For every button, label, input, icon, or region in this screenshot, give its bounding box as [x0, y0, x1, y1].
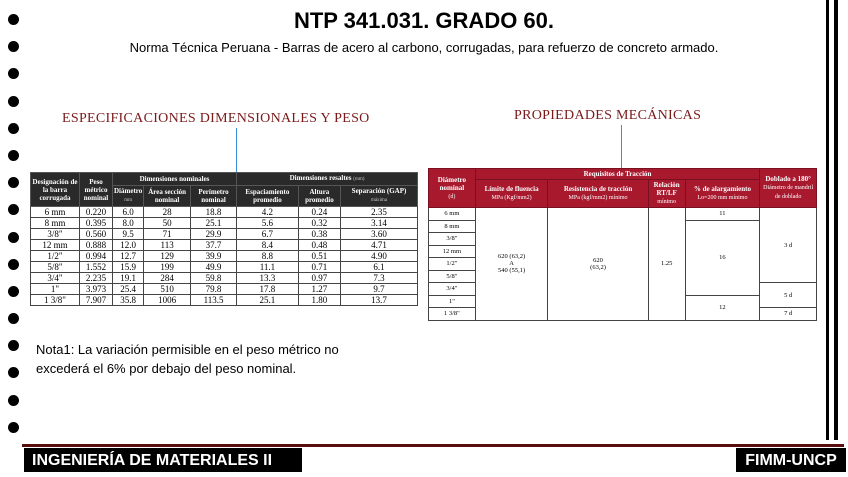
- alargamiento-value: 12: [685, 295, 760, 320]
- table-row: 3/8" 0.560 9.5 71 29.9 6.7 0.38 3.60: [31, 229, 418, 240]
- table-row: 1" 12: [429, 295, 817, 308]
- table-row: 12 mm 0.888 12.0 113 37.7 8.4 0.48 4.71: [31, 240, 418, 251]
- heading-connector: [621, 125, 622, 169]
- table-row: 5/8": [429, 270, 817, 283]
- col-resistencia: Resistencia de tracción MPa (kgf/mm2) mínimo: [548, 180, 648, 208]
- col-altura: Altura promedio: [298, 186, 340, 207]
- binder-hole: [8, 150, 19, 161]
- col-designacion: Designación de la barra corrugada: [31, 173, 80, 207]
- binder-hole: [8, 177, 19, 188]
- course-label: INGENIERÍA DE MATERIALES II: [24, 448, 302, 472]
- heading-connector: [236, 128, 237, 173]
- col-espaciamiento: Espaciamiento promedio: [237, 186, 299, 207]
- binder-hole: [8, 123, 19, 134]
- mechanical-heading: PROPIEDADES MECÁNICAS: [514, 108, 702, 123]
- table-row: 1" 3.973 25.4 510 79.8 17.8 1.27 9.7: [31, 284, 418, 295]
- binder-hole: [8, 232, 19, 243]
- table-row: 6 mm 0.220 6.0 28 18.8 4.2 0.24 2.35: [31, 207, 418, 218]
- binder-hole: [8, 68, 19, 79]
- binder-hole: [8, 313, 19, 324]
- binder-hole: [8, 96, 19, 107]
- dimensions-table: [30, 172, 418, 306]
- table-row: 1/2" 0.994 12.7 129 39.9 8.8 0.51 4.90: [31, 251, 418, 262]
- table-row: 3/4" 5 d: [429, 283, 817, 296]
- institution-label: FIMM-UNCP: [736, 448, 846, 472]
- col-fluencia: Límite de fluencia MPa (Kgf/mm2): [475, 180, 548, 208]
- col-perimetro: Perímetro nominal: [191, 186, 237, 207]
- col-doblado: Doblado a 180° Diámetro de mandril de doblado: [760, 169, 817, 208]
- col-alargamiento: % de alargamiento Lo=200 mm mínimo: [685, 180, 760, 208]
- table-row: 6 mm 620 (63,2) A 540 (55,1) 620 (63,2) 1.25 11 3 d: [429, 208, 817, 221]
- group-nominal: Dimensiones nominales: [113, 173, 237, 186]
- table-row: 8 mm 0.395 8.0 50 25.1 5.6 0.32 3.14: [31, 218, 418, 229]
- doblado-value: 5 d: [760, 283, 817, 308]
- binder-hole: [8, 204, 19, 215]
- relacion-value: 1.25: [648, 208, 685, 321]
- page-subtitle: Norma Técnica Peruana - Barras de acero al carbono, corrugadas, para refuerzo de concreto armado.: [129, 40, 719, 55]
- table-row: 5/8" 1.552 15.9 199 49.9 11.1 0.71 6.1: [31, 262, 418, 273]
- col-peso: Peso métrico nominal: [80, 173, 113, 207]
- page-title: NTP 341.031. GRADO 60.: [293, 8, 555, 33]
- col-diametro: Diámetro mm: [113, 186, 144, 207]
- binder-hole: [8, 395, 19, 406]
- table-row: 1/2": [429, 258, 817, 271]
- table-row: 1 3/8" 7.907 35.8 1006 113.5 25.1 1.80 13.7: [31, 295, 418, 306]
- alargamiento-value: 11: [685, 208, 760, 221]
- group-traccion: Requisitos de Tracción: [475, 169, 759, 180]
- col-separacion: Separación (GAP) máxima: [341, 186, 418, 207]
- binder-hole: [8, 340, 19, 351]
- dimensions-heading: ESPECIFICACIONES DIMENSIONALES Y PESO: [62, 111, 370, 126]
- table-row: 3/4" 2.235 19.1 284 59.8 13.3 0.97 7.3: [31, 273, 418, 284]
- table-row: 12 mm: [429, 245, 817, 258]
- binder-hole: [8, 422, 19, 433]
- fluencia-value: 620 (63,2) A 540 (55,1): [475, 208, 548, 321]
- footer-rule: [22, 444, 844, 447]
- right-border-line: [834, 0, 838, 440]
- alargamiento-value: 16: [685, 220, 760, 295]
- table-row: 8 mm 16: [429, 220, 817, 233]
- binder-hole: [8, 367, 19, 378]
- doblado-value: 3 d: [760, 208, 817, 283]
- table-row: 1 3/8" 7 d: [429, 308, 817, 321]
- col-diametro-nominal: Diámetro nominal (d): [429, 169, 476, 208]
- doblado-value: 7 d: [760, 308, 817, 321]
- resistencia-value: 620 (63,2): [548, 208, 648, 321]
- binder-hole: [8, 259, 19, 270]
- binder-holes: [8, 14, 20, 444]
- right-border-line: [826, 0, 829, 440]
- mechanical-table: [428, 168, 817, 321]
- group-resaltes: Dimensiones resaltes (mm): [237, 173, 418, 186]
- table-row: 3/8": [429, 233, 817, 246]
- col-relacion: Relación RT/LF mínimo: [648, 180, 685, 208]
- note-text: Nota1: La variación permisible en el peso métrico no excederá el 6% por debajo del peso nominal.: [36, 342, 339, 376]
- col-area: Área sección nominal: [144, 186, 191, 207]
- binder-hole: [8, 286, 19, 297]
